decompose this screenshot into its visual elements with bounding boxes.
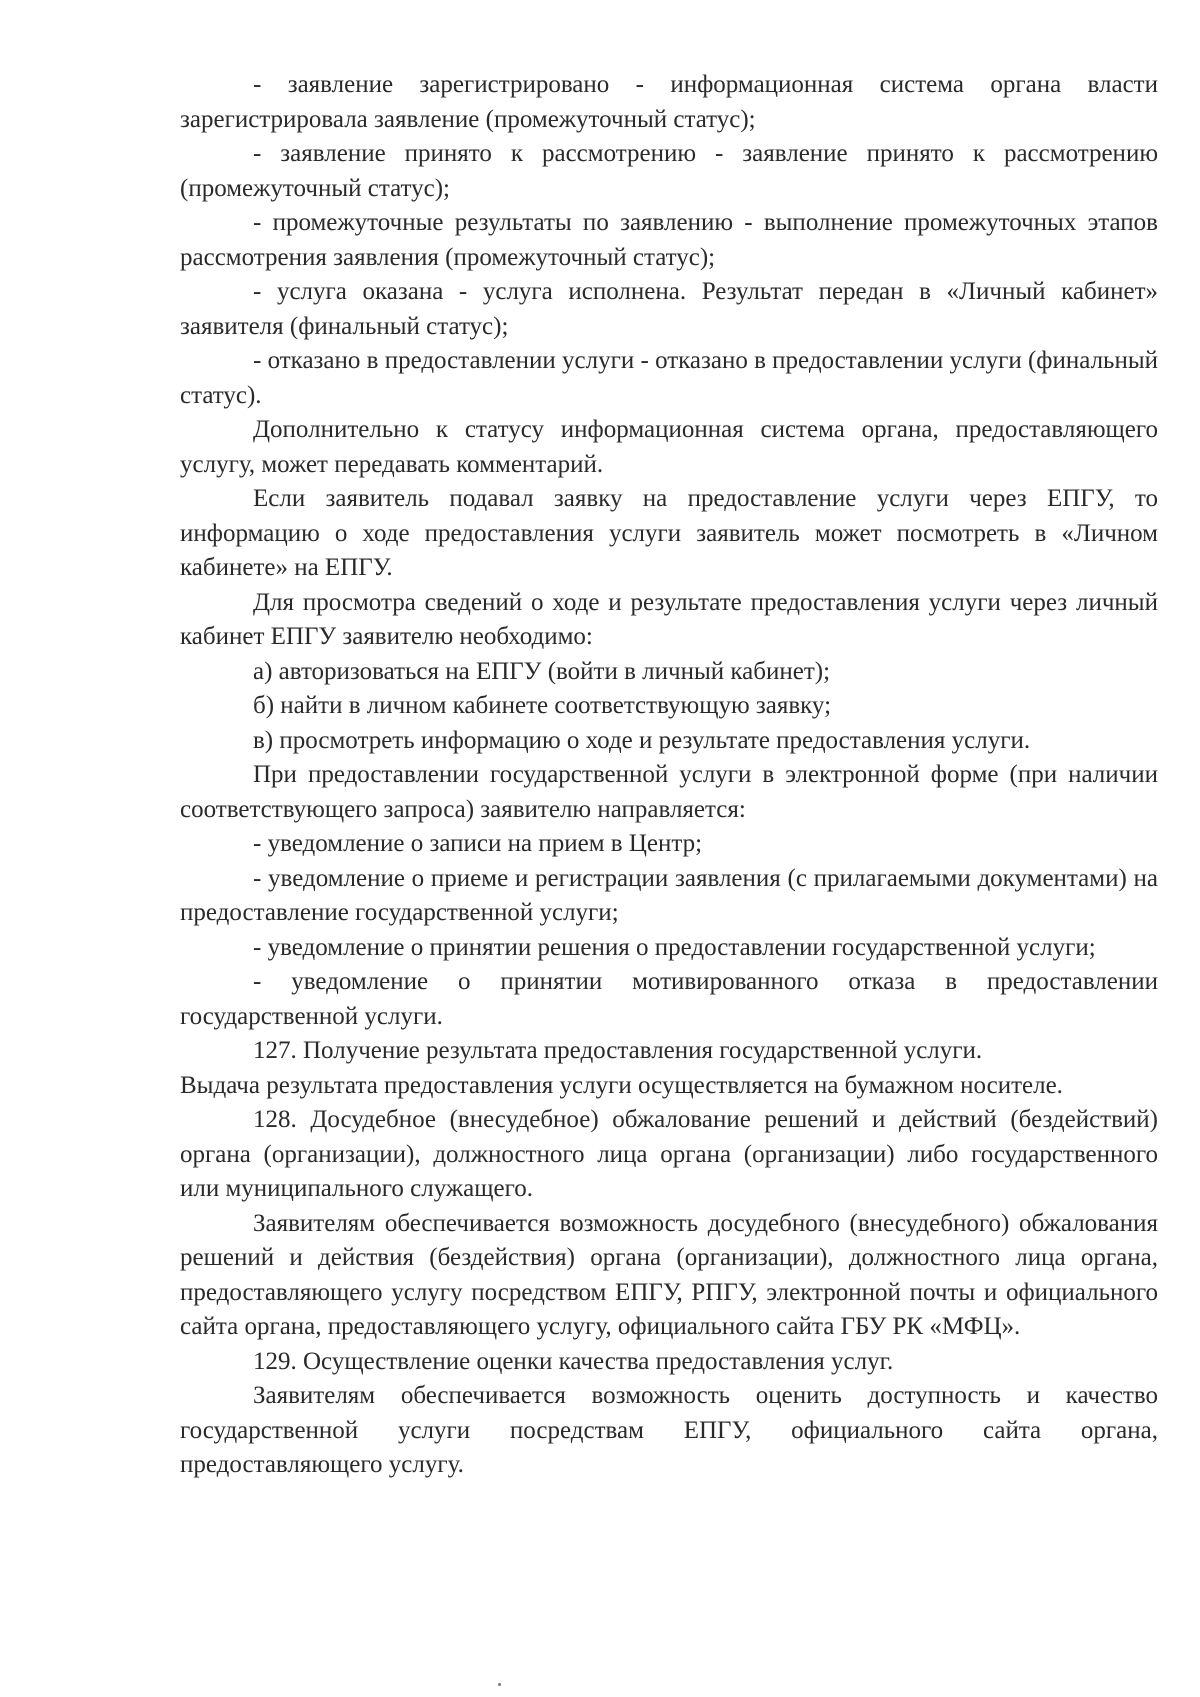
notifications-intro: При предоставлении государственной услуги в электронной форме (при наличии соответствующего запроса) заявителю направляется: [180,761,1158,823]
list-item-v: в) просмотреть информацию о ходе и результате предоставления услуги. [253,726,1031,754]
notification-decision: - уведомление о принятии решения о предоставлении государственной услуги; [253,933,1096,961]
section-128-heading: 128. Досудебное (внесудебное) обжалование решений и действий (бездействий) органа (организации), должностного лица органа (организации) либо государственного или муниципального служащего. [180,1106,1158,1202]
section-129-heading: 129. Осуществление оценки качества предоставления услуг. [253,1347,894,1375]
status-registered: - заявление зарегистрировано - информационная система органа власти зарегистрировала заявление (промежуточный статус); [180,71,1158,133]
document-body [180,68,1158,1483]
comment-paragraph: Дополнительно к статусу информационная система органа, предоставляющего услугу, может передавать комментарий. [180,416,1158,478]
section-127-heading: 127. Получение результата предоставления государственной услуги. [253,1037,983,1064]
section-128-text: Заявителям обеспечивается возможность досудебного (внесудебного) обжалования решений и действия (бездействия) органа (организации), должностного лица органа, предоставляющего услугу посредством ЕПГУ, РПГУ, электронной почты и официального сайта органа, предоставляющего услугу, официального сайта ГБУ РК «МФЦ». [180,1209,1158,1340]
view-info-intro: Для просмотра сведений о ходе и результате предоставления услуги через личный кабинет ЕПГУ заявителю необходимо: [180,588,1158,650]
list-item-b: б) найти в личном кабинете соответствующую заявку; [253,692,832,719]
section-129-text: Заявителям обеспечивается возможность оценить доступность и качество государственной услуги посредствам ЕПГУ, официального сайта органа, предоставляющего услугу. [180,1382,1158,1478]
notification-registration: - уведомление о приеме и регистрации заявления (с прилагаемыми документами) на предоставление государственной услуги; [180,864,1158,926]
scan-speck [498,1683,501,1686]
status-intermediate-results: - промежуточные результаты по заявлению - выполнение промежуточных этапов рассмотрения заявления (промежуточный статус); [180,209,1158,271]
notification-appointment: - уведомление о записи на прием в Центр; [253,830,703,857]
list-item-a: а) авторизоваться на ЕПГУ (войти в личный кабинет); [253,657,831,685]
status-refused: - отказано в предоставлении услуги - отказано в предоставлении услуги (финальный статус). [180,347,1159,409]
notification-refusal: - уведомление о принятии мотивированного отказа в предоставлении государственной услуги. [180,968,1158,1030]
personal-cabinet-paragraph: Если заявитель подавал заявку на предоставление услуги через ЕПГУ, то информацию о ходе предоставления услуги заявитель может посмотреть в «Личном кабинете» на ЕПГУ. [180,485,1158,581]
section-127-text: Выдача результата предоставления услуги осуществляется на бумажном носителе. [180,1071,1063,1099]
status-accepted: - заявление принято к рассмотрению - заявление принято к рассмотрению (промежуточный статус); [180,140,1158,202]
status-service-rendered: - услуга оказана - услуга исполнена. Результат передан в «Личный кабинет» заявителя (финальный статус); [180,278,1158,340]
